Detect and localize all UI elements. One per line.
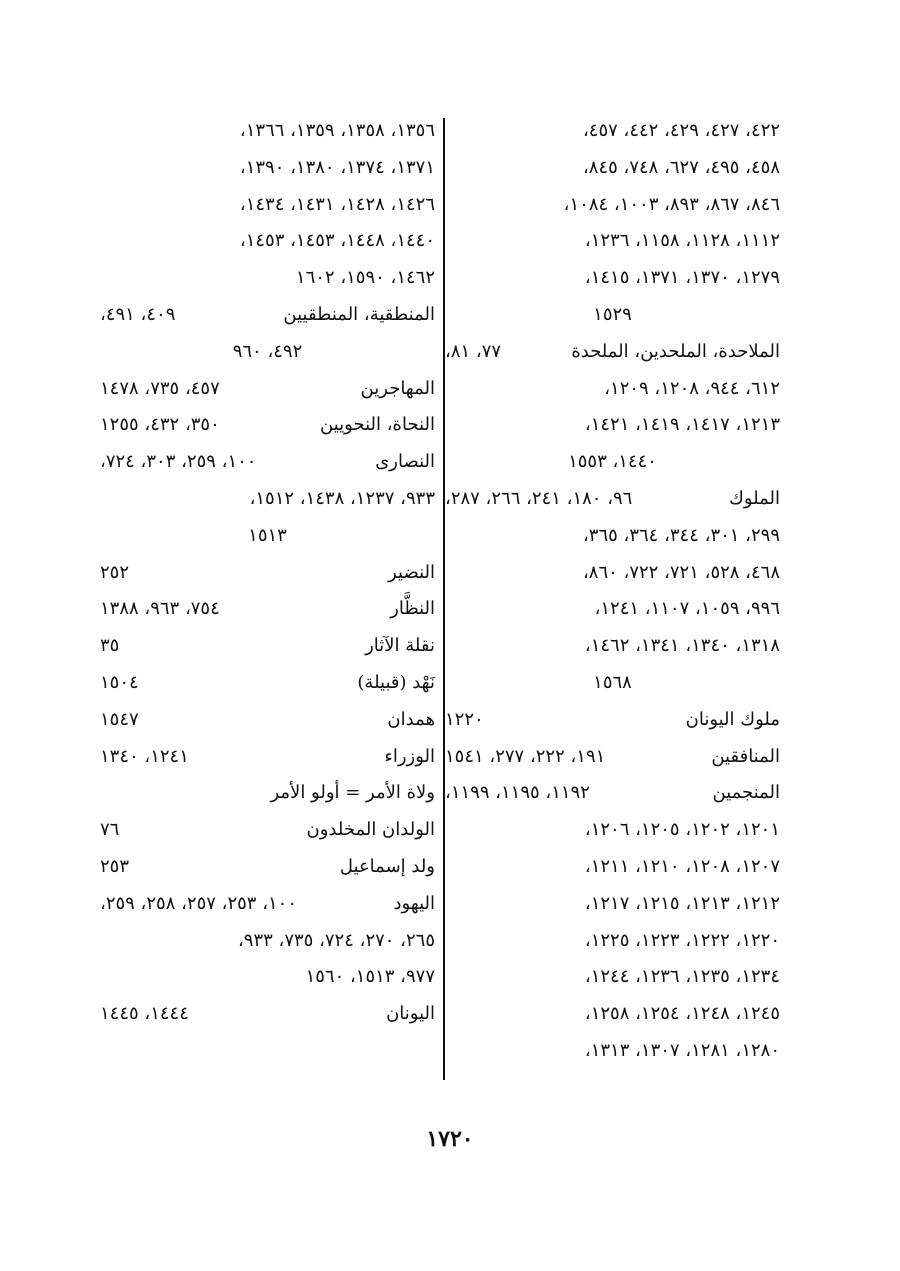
page-references: ٧٥٤، ٩٦٣، ١٣٨٨: [100, 598, 220, 620]
page-references: ١٢٣٤، ١٢٣٥، ١٢٣٦، ١٢٤٤،: [584, 966, 780, 988]
index-entry: [445, 334, 780, 371]
page-references: ١٢١٣، ١٤١٧، ١٤١٩، ١٤٢١،: [584, 414, 780, 436]
index-term: الوزراء: [384, 745, 435, 767]
page-references: ١٤٤٠، ١٥٥٣: [568, 451, 657, 473]
right-index-column: [445, 113, 780, 1070]
page-references: ٦١٢، ٩٤٤، ١٢٠٨، ١٢٠٩،: [604, 377, 780, 399]
index-entry: [100, 628, 435, 665]
index-entry: [445, 775, 780, 812]
index-entry: [100, 591, 435, 628]
index-entry: [100, 849, 435, 886]
page-references: ١٢٢٠، ١٢٢٢، ١٢٢٣، ١٢٢٥،: [584, 929, 780, 951]
page-number: ١٧٢٠: [426, 1126, 474, 1152]
left-index-column: [100, 113, 435, 1033]
index-term: همدان: [387, 708, 435, 730]
page-references: ٩٩٦، ١٠٥٩، ١١٠٧، ١٢٤١،: [594, 598, 780, 620]
index-entry: [100, 150, 435, 187]
page-references: ١٢٤٥، ١٢٤٨، ١٢٥٤، ١٢٥٨،: [584, 1003, 780, 1025]
page-references: ٤٦٨، ٥٢٨، ٧٢١، ٧٢٢، ٨٦٠،: [582, 561, 780, 583]
index-term: الملاحدة، الملحدين، الملحدة: [571, 340, 780, 362]
page-references: ٩٣٣، ١٢٣٧، ١٤٣٨، ١٥١٢،: [249, 487, 435, 509]
page-references: ١٣٥٦، ١٣٥٨، ١٣٥٩، ١٣٦٦،: [239, 120, 435, 141]
page-references: ٩٧٧، ١٥١٣، ١٥٦٠: [305, 966, 435, 988]
index-entry: [100, 923, 435, 960]
index-entry: [100, 187, 435, 224]
index-entry: [100, 297, 435, 334]
page-references: ١٣١٨، ١٣٤٠، ١٣٤١، ١٤٦٢،: [584, 635, 780, 657]
index-term: النظَّار: [390, 598, 435, 620]
index-term: اليهود: [393, 892, 435, 914]
index-entry: [100, 113, 435, 150]
page-references: ١٥٤٧: [100, 708, 139, 730]
index-entry: [100, 555, 435, 592]
page-references: ١٣٧١، ١٣٧٤، ١٣٨٠، ١٣٩٠،: [239, 156, 435, 178]
index-entry: [445, 297, 780, 334]
page-references: ١٢١٢، ١٢١٣، ١٢١٥، ١٢١٧،: [584, 892, 780, 914]
index-entry: [445, 959, 780, 996]
page-references: ١٠٠، ٢٥٣، ٢٥٧، ٢٥٨، ٢٥٩،: [100, 892, 298, 914]
page-references: ٤٢٢، ٤٢٧، ٤٢٩، ٤٤٢، ٤٥٧،: [582, 120, 780, 141]
index-entry: [100, 444, 435, 481]
index-term: ولاة الأمر = أولو الأمر: [270, 782, 435, 804]
page-references: ٢٩٩، ٣٠١، ٣٤٤، ٣٦٤، ٣٦٥،: [582, 524, 780, 546]
page-references: ١٢٠١، ١٢٠٢، ١٢٠٥، ١٢٠٦،: [584, 819, 780, 841]
index-entry: [445, 150, 780, 187]
page-references: ٢٦٥، ٢٧٠، ٧٢٤، ٧٣٥، ٩٣٣،: [237, 929, 435, 951]
index-entry: [100, 665, 435, 702]
page-references: ١٥٠٤: [100, 671, 139, 693]
page-references: ١٢٤١، ١٣٤٠: [100, 745, 189, 767]
page-references: ١٢٨٠، ١٢٨١، ١٣٠٧، ١٣١٣،: [584, 1039, 780, 1061]
index-entry: [445, 739, 780, 776]
index-entry: [100, 334, 435, 371]
page-references: ٢٥٣: [100, 855, 130, 877]
index-term: الملوك: [729, 487, 780, 509]
index-entry: [445, 1033, 780, 1070]
page-references: ١٤٤٠، ١٤٤٨، ١٤٥٣، ١٤٥٣،: [239, 230, 435, 252]
index-entry: [445, 481, 780, 518]
page-references: ١٢٢٠: [445, 708, 484, 730]
index-entry: [445, 849, 780, 886]
index-entry: [100, 260, 435, 297]
page-references: ٤٥٨، ٤٩٥، ٦٢٧، ٧٤٨، ٨٤٥،: [582, 156, 780, 178]
page-references: ١٤٦٢، ١٥٩٠، ١٦٠٢: [295, 267, 435, 289]
index-entry: [445, 187, 780, 224]
index-entry: [100, 959, 435, 996]
index-term: نقلة الآثار: [365, 635, 435, 657]
index-entry: [100, 886, 435, 923]
index-term: النضير: [388, 561, 435, 583]
page-references: ١٥٢٩: [593, 303, 632, 325]
index-entry: [100, 481, 435, 518]
index-entry: [100, 702, 435, 739]
page-references: ٩٦، ١٨٠، ٢٤١، ٢٦٦، ٢٨٧،: [445, 487, 633, 509]
index-entry: [445, 371, 780, 408]
index-entry: [445, 628, 780, 665]
page-references: ١٤٤٤، ١٤٤٥: [100, 1003, 189, 1025]
page-references: ١٥١٣: [248, 524, 287, 546]
page-references: ٤٠٩، ٤٩١،: [100, 303, 176, 325]
index-entry: [445, 113, 780, 150]
page-references: ٤٥٧، ٧٣٥، ١٤٧٨: [100, 377, 220, 399]
index-term: النحاة، النحويين: [320, 414, 435, 436]
index-term: المهاجرين: [360, 377, 435, 399]
page-references: ٧٧، ٨١،: [445, 340, 502, 362]
page-references: ١٩١، ٢٢٢، ٢٧٧، ١٥٤١: [445, 745, 606, 767]
page-references: ٤٩٢، ٩٦٠: [232, 340, 303, 362]
index-term: المنجمين: [712, 782, 780, 804]
index-entry: [445, 665, 780, 702]
page-references: ٣٥٠، ٤٣٢، ١٢٥٥: [100, 414, 220, 436]
index-entry: [100, 812, 435, 849]
index-entry: [445, 812, 780, 849]
page-references: ١٤٢٦، ١٤٢٨، ١٤٣١، ١٤٣٤،: [239, 193, 435, 215]
index-entry: [445, 407, 780, 444]
page-references: ١٥٦٨: [593, 671, 632, 693]
index-entry: [445, 518, 780, 555]
index-entry: [100, 223, 435, 260]
page-references: ٢٥٢: [100, 561, 130, 583]
index-term: ملوك اليونان: [685, 708, 780, 730]
index-entry: [445, 886, 780, 923]
index-entry: [445, 996, 780, 1033]
index-entry: [445, 555, 780, 592]
index-term: المنطقية، المنطقيين: [283, 303, 435, 325]
page-references: ١٢٠٧، ١٢٠٨، ١٢١٠، ١٢١١،: [584, 855, 780, 877]
index-entry: [100, 996, 435, 1033]
index-entry: [445, 591, 780, 628]
column-divider: [443, 118, 445, 1080]
page-references: ١٠٠، ٢٥٩، ٣٠٣، ٧٢٤،: [100, 451, 257, 473]
page-references: ٨٤٦، ٨٦٧، ٨٩٣، ١٠٠٣، ١٠٨٤،: [563, 193, 780, 215]
page-references: ١١١٢، ١١٢٨، ١١٥٨، ١٢٣٦،: [584, 230, 780, 252]
page-references: ٣٥: [100, 635, 120, 657]
index-entry: [100, 518, 435, 555]
index-term: نَهْد (قبيلة): [357, 671, 435, 693]
page-references: ١٢٧٩، ١٣٧٠، ١٣٧١، ١٤١٥،: [584, 267, 780, 289]
index-term: النصارى: [375, 451, 435, 473]
index-term: اليونان: [386, 1003, 435, 1025]
index-entry: [100, 739, 435, 776]
index-entry: [445, 223, 780, 260]
index-entry: [100, 407, 435, 444]
index-entry: [100, 775, 435, 812]
index-entry: [445, 260, 780, 297]
index-term: الولدان المخلدون: [306, 819, 435, 841]
index-term: ولد إسماعيل: [339, 855, 435, 877]
index-entry: [100, 371, 435, 408]
index-entry: [445, 444, 780, 481]
page-references: ٧٦: [100, 819, 120, 841]
index-term: المنافقين: [711, 745, 780, 767]
page-references: ١١٩٢، ١١٩٥، ١١٩٩،: [445, 782, 590, 804]
index-entry: [445, 702, 780, 739]
index-entry: [445, 923, 780, 960]
